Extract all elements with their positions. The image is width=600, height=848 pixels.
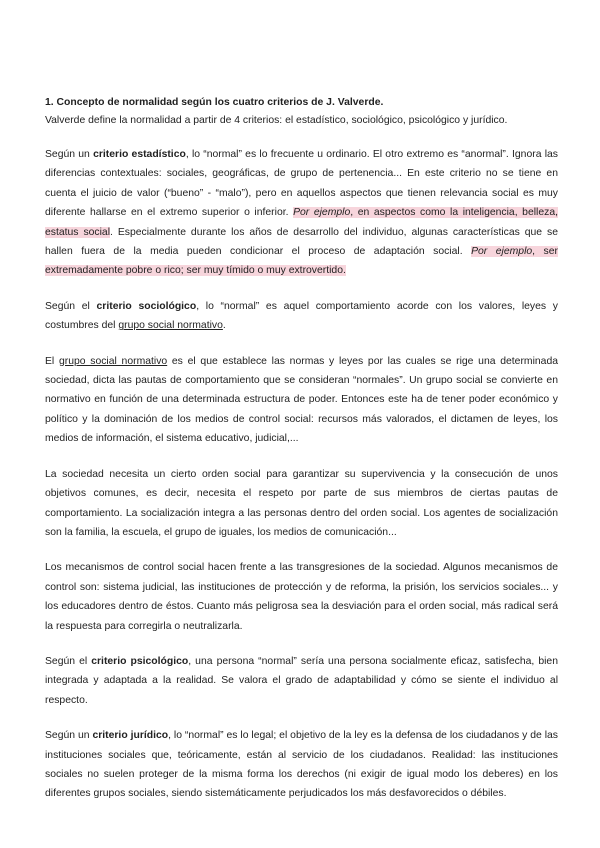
intro-paragraph: Valverde define la normalidad a partir de 4 criterios: el estadístico, sociológico, psicológico y jurídico. xyxy=(45,115,508,126)
p2-text-d: . xyxy=(222,320,226,332)
p2-term: criterio sociológico xyxy=(96,300,197,312)
document-page xyxy=(45,94,558,820)
p1-text-d: . Especialmente durante los años de desarrollo del individuo, algunas características que se hallen fuera de la media pueden condicionar el proceso de adaptación social. xyxy=(45,226,558,258)
p6-term: criterio psicológico xyxy=(91,655,189,667)
p1-term: criterio estadístico xyxy=(93,149,186,160)
paragraph-psychological-criterion xyxy=(45,652,558,710)
p3-text-b: es el que establece las normas y leyes por las cuales se rige una determinada sociedad, dicta las pautas de comportamiento que se consideran “normales”. Un grupo social se convierte en normativo en función de una determinada estructura de poder. Entonces este ha de tener poder económico y político y la dominación de los medios de control social: recursos más valorados, el dictamen de leyes, los medios de información, el sistema educativo, judicial,... xyxy=(45,355,558,445)
p2-text-c: , lo “normal” es aquel comportamiento acorde con los valores, leyes y costumbres del xyxy=(45,300,558,332)
paragraph-sociological-criterion xyxy=(45,297,558,336)
p6-text-a: Según el xyxy=(45,655,92,667)
paragraph-normative-group xyxy=(45,352,558,449)
p1-highlight-2-em: Por ejemplo xyxy=(471,246,533,258)
section-title: 1. Concepto de normalidad según los cuatro criterios de J. Valverde. xyxy=(45,97,384,108)
paragraph-statistical-criterion xyxy=(45,145,558,281)
paragraph-legal-criterion xyxy=(45,726,558,804)
p1-text-a: Según un xyxy=(45,149,94,160)
paragraph-social-order: La sociedad necesita un cierto orden social para garantizar su supervivencia y la consecución de unos objetivos comunes, es decir, necesita el respeto por parte de sus miembros de ciertas pautas de comportamiento. La socialización integra a las personas dentro del orden social. Los agentes de socialización son la familia, la escuela, el grupo de iguales, los medios de comunicación... xyxy=(45,468,558,538)
p2-text-a: Según el xyxy=(45,300,97,312)
p7-text-c: , lo “normal” es lo legal; el objetivo de la ley es la defensa de los ciudadanos y de las instituciones sociales que, teóricamente, están al servicio de los ciudadanos. Realidad: las instituciones sociales no suelen proteger de la misma forma los derechos (ni exigir de igual modo los deberes) en los diferentes grupos sociales, siendo sistemáticamente perjudicados los más desfavorecidos o débiles. xyxy=(45,730,558,800)
p1-text-c: , lo “normal” es lo frecuente u ordinario. El otro extremo es “anormal”. Ignora las diferencias contextuales: sociales, geográficas, de grupo de pertenencia... En este criterio no se tiene en cuenta el juicio de valor (“bueno” - “malo”), pero en aquellos aspectos que tienen relevancia social es muy diferente hallarse en el extremo superior o inferior. xyxy=(45,149,558,219)
p7-text-a: Según un xyxy=(45,730,93,742)
p1-highlight-2-rest: , ser extremadamente pobre o rico; ser muy tímido o muy extrovertido. xyxy=(45,246,558,277)
p7-term: criterio jurídico xyxy=(92,730,169,742)
p3-text-a: El xyxy=(45,355,59,367)
p1-highlight-1-em: Por ejemplo xyxy=(293,207,351,219)
paragraph-social-control: Los mecanismos de control social hacen frente a las transgresiones de la sociedad. Algunos mecanismos de control son: sistema judicial, las instituciones de protección y de reforma, la prisión, los servicios sociales... y los educadores dentro de éstos. Cuanto más peligrosa sea la desviación para el orden social, más radical será la respuesta para corregirla o neutralizarla. xyxy=(45,562,558,632)
p1-highlight-1-rest: , en aspectos como la inteligencia, belleza, estatus social xyxy=(45,207,558,238)
p6-text-c: , una persona “normal” sería una persona socialmente eficaz, satisfecha, bien integrada y adaptada a la realidad. Se valora el grado de adaptabilidad y cómo se siente el individuo al respecto. xyxy=(45,655,558,706)
p2-underlined-term: grupo social normativo xyxy=(118,320,223,332)
p3-underlined-term: grupo social normativo xyxy=(58,355,168,367)
